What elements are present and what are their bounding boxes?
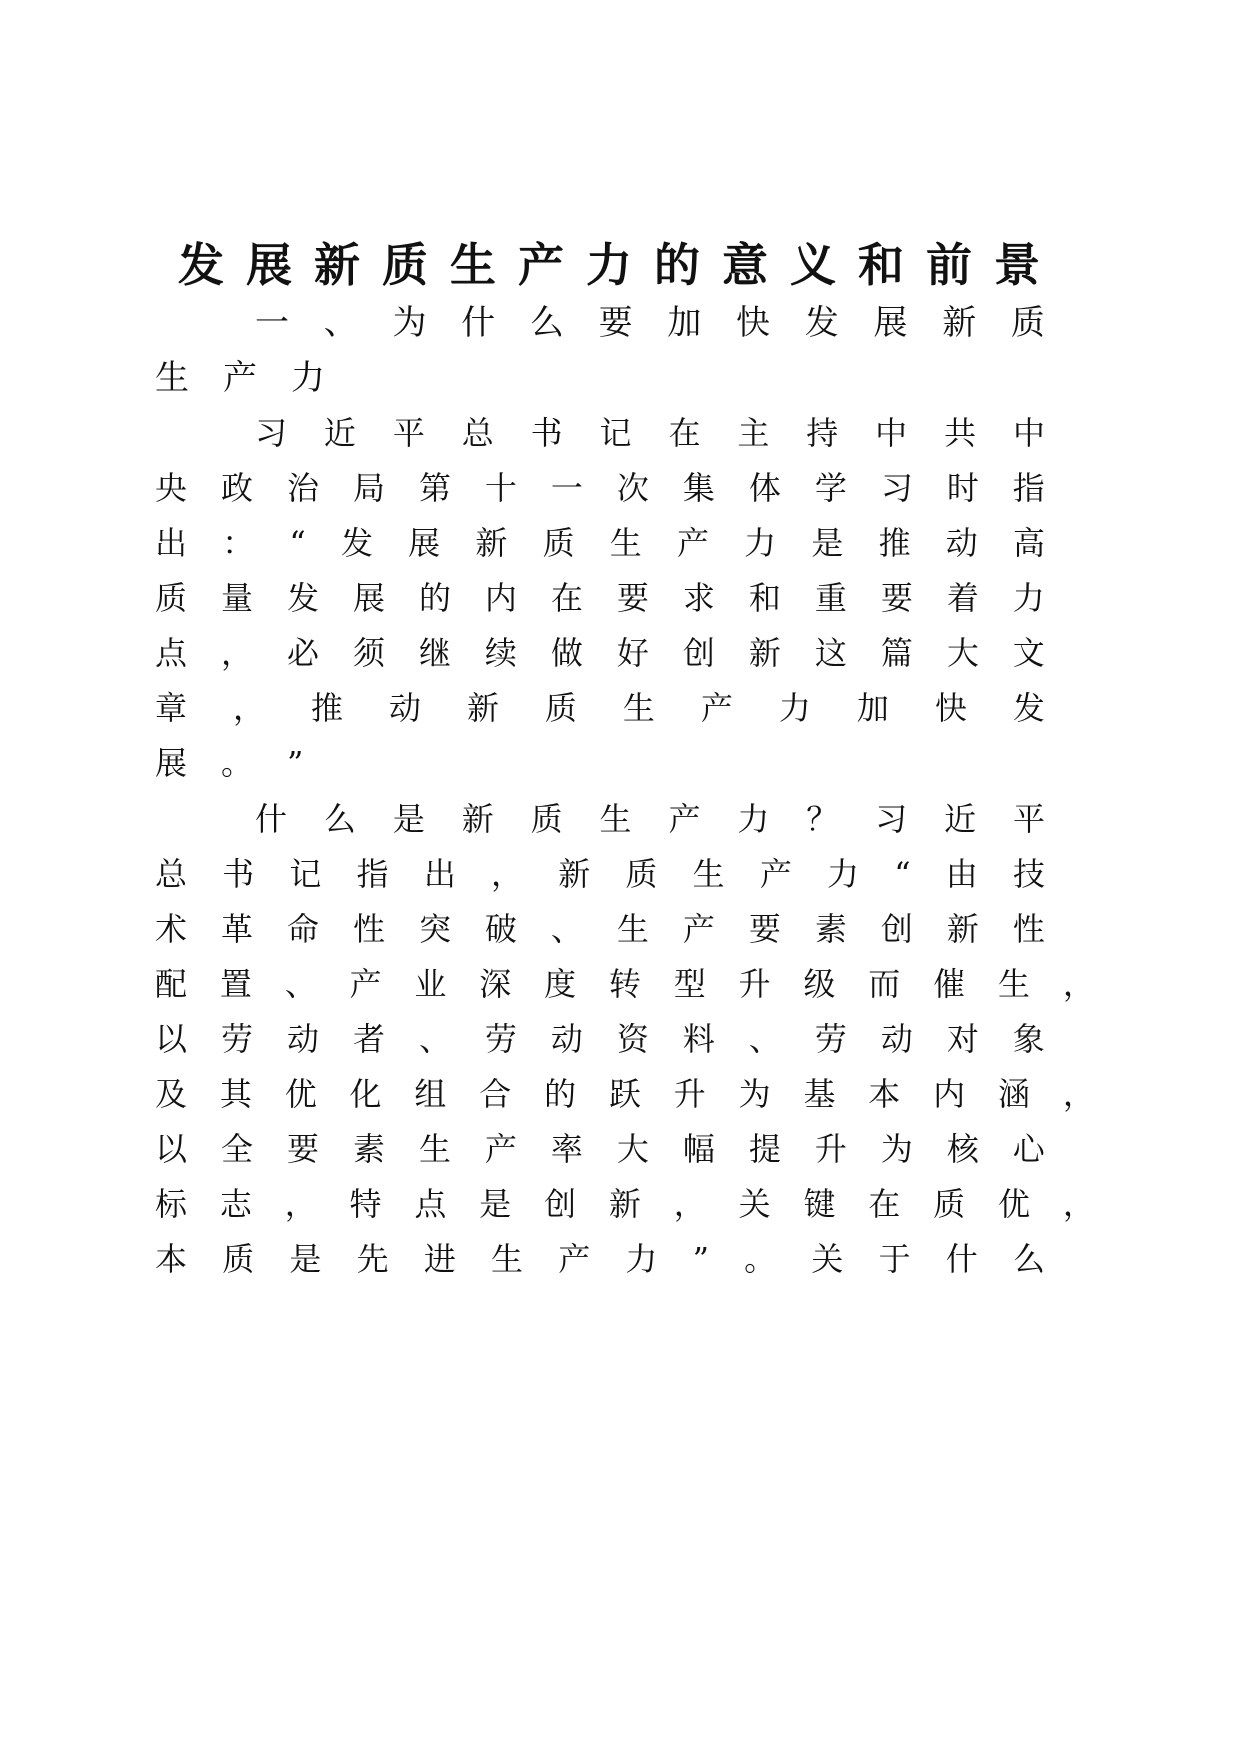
text-glyph: 新	[558, 855, 591, 893]
text-glyph: 书	[530, 414, 563, 452]
text-glyph: 为	[880, 1130, 913, 1168]
text-glyph: 进	[423, 1240, 456, 1278]
text-glyph: 升	[738, 965, 771, 1003]
text-glyph: 。	[221, 744, 254, 782]
text-glyph: 素	[352, 1130, 385, 1168]
text-glyph: 新	[466, 689, 499, 727]
text-glyph: 习	[880, 469, 913, 507]
paragraph-1-line-2	[155, 457, 1045, 519]
text-glyph: 必	[286, 634, 319, 672]
text-glyph: ”	[287, 744, 304, 782]
text-glyph: 创	[682, 634, 715, 672]
text-glyph: ，	[232, 689, 265, 727]
text-glyph: 力	[778, 689, 811, 727]
paragraph-1-line-1	[255, 402, 1045, 464]
text-glyph: 质	[625, 855, 658, 893]
text-glyph: 的	[418, 579, 451, 617]
text-glyph: 平	[392, 414, 425, 452]
text-glyph: 产	[349, 965, 382, 1003]
text-glyph: 须	[352, 634, 385, 672]
text-glyph: 点	[155, 634, 188, 672]
text-glyph: 生	[622, 689, 655, 727]
text-glyph: 新	[461, 800, 494, 838]
text-glyph: 以	[155, 1130, 188, 1168]
text-glyph: 跃	[608, 1075, 641, 1113]
paragraph-2-line-6	[155, 1063, 1095, 1125]
text-glyph: 发	[286, 579, 319, 617]
text-glyph: 、	[418, 1020, 451, 1058]
text-glyph: ，	[491, 855, 524, 893]
text-glyph: 基	[803, 1075, 836, 1113]
paragraph-2-line-1	[255, 788, 1045, 850]
text-glyph: 中	[1012, 414, 1045, 452]
text-glyph: 继	[418, 634, 451, 672]
text-glyph: 么	[323, 800, 356, 838]
text-glyph: 生	[609, 524, 642, 562]
text-glyph: 核	[946, 1130, 979, 1168]
text-glyph: 以	[155, 1020, 188, 1058]
paragraph-1-line-5	[155, 622, 1045, 684]
text-glyph: 近	[323, 414, 356, 452]
text-glyph: 为	[392, 303, 427, 343]
text-glyph: “	[289, 524, 306, 562]
text-glyph: 习	[255, 414, 288, 452]
text-glyph: 本	[868, 1075, 901, 1113]
text-glyph: 次	[616, 469, 649, 507]
text-glyph: 置	[219, 965, 252, 1003]
text-glyph: 力	[737, 800, 770, 838]
text-glyph: 要	[880, 579, 913, 617]
text-glyph: 产	[676, 524, 709, 562]
text-glyph: 优	[284, 1075, 317, 1113]
text-glyph: 记	[599, 414, 632, 452]
text-glyph: 突	[418, 910, 451, 948]
text-glyph: 性	[1012, 910, 1045, 948]
text-glyph: 加	[856, 689, 889, 727]
paragraph-2-line-2	[155, 843, 1045, 905]
text-glyph: 革	[220, 910, 253, 948]
text-glyph: 志	[219, 1185, 252, 1223]
text-glyph: 关	[811, 1240, 844, 1278]
text-glyph: 什	[255, 800, 288, 838]
text-glyph: 一	[550, 469, 583, 507]
text-glyph: 量	[220, 579, 253, 617]
text-glyph: 发	[804, 303, 839, 343]
text-glyph: 先	[356, 1240, 389, 1278]
text-glyph: 生	[599, 800, 632, 838]
text-glyph: 化	[349, 1075, 382, 1113]
text-glyph: 要	[616, 579, 649, 617]
text-glyph: 中	[875, 414, 908, 452]
text-glyph: 什	[461, 303, 496, 343]
text-glyph: 而	[868, 965, 901, 1003]
text-glyph: 书	[222, 855, 255, 893]
text-glyph: 生	[418, 1130, 451, 1168]
text-glyph: 持	[806, 414, 839, 452]
text-glyph: 出	[423, 855, 456, 893]
text-glyph: 推	[878, 524, 911, 562]
text-glyph: ，	[1062, 1185, 1095, 1223]
text-glyph: 指	[1012, 469, 1045, 507]
text-glyph: 展	[408, 524, 441, 562]
text-glyph: “	[894, 855, 911, 893]
text-glyph: 创	[544, 1185, 577, 1223]
text-glyph: 快	[736, 303, 771, 343]
text-glyph: 劳	[814, 1020, 847, 1058]
text-glyph: 质	[1010, 303, 1045, 343]
text-glyph: 升	[814, 1130, 847, 1168]
text-glyph: 产	[668, 800, 701, 838]
text-glyph: 幅	[682, 1130, 715, 1168]
text-glyph: ，	[1062, 965, 1095, 1003]
text-glyph: 优	[997, 1185, 1030, 1223]
text-glyph: 习	[875, 800, 908, 838]
text-glyph: 力	[625, 1240, 658, 1278]
text-glyph: 破	[484, 910, 517, 948]
text-glyph: 动	[286, 1020, 319, 1058]
text-glyph: 升	[673, 1075, 706, 1113]
text-glyph: 度	[544, 965, 577, 1003]
text-glyph: 大	[946, 634, 979, 672]
text-glyph: 集	[682, 469, 715, 507]
paragraph-1-line-4	[155, 567, 1045, 629]
text-glyph: 提	[748, 1130, 781, 1168]
text-glyph: 近	[944, 800, 977, 838]
text-glyph: 新	[608, 1185, 641, 1223]
paragraph-1-line-3	[155, 512, 1045, 574]
text-glyph: 续	[484, 634, 517, 672]
text-glyph: 于	[878, 1240, 911, 1278]
text-glyph: 力	[1012, 579, 1045, 617]
text-glyph: 章	[155, 689, 188, 727]
text-glyph: 新	[946, 910, 979, 948]
paragraph-1-line-7	[155, 732, 337, 794]
text-glyph: 产	[682, 910, 715, 948]
text-glyph: 发	[340, 524, 373, 562]
text-glyph: 好	[616, 634, 649, 672]
paragraph-2-line-8	[155, 1173, 1095, 1235]
text-glyph: 时	[946, 469, 979, 507]
text-glyph: 着	[946, 579, 979, 617]
text-glyph: 为	[738, 1075, 771, 1113]
text-glyph: 质	[222, 1240, 255, 1278]
text-glyph: 劳	[220, 1020, 253, 1058]
text-glyph: 篇	[880, 634, 913, 672]
text-glyph: 配	[155, 965, 188, 1003]
text-glyph: 内	[484, 579, 517, 617]
text-glyph: 出	[155, 524, 188, 562]
text-glyph: 什	[945, 1240, 978, 1278]
text-glyph: 劳	[484, 1020, 517, 1058]
text-glyph: 质	[544, 689, 577, 727]
text-glyph: 力	[291, 358, 325, 398]
text-glyph: 新	[475, 524, 508, 562]
text-glyph: 做	[550, 634, 583, 672]
text-glyph: 产	[759, 855, 792, 893]
paragraph-2-line-5	[155, 1008, 1045, 1070]
text-glyph: 生	[997, 965, 1030, 1003]
text-glyph: 快	[934, 689, 967, 727]
text-glyph: 在	[868, 1185, 901, 1223]
text-glyph: 产	[223, 358, 257, 398]
text-glyph: 生	[491, 1240, 524, 1278]
text-glyph: 由	[945, 855, 978, 893]
text-glyph: 者	[352, 1020, 385, 1058]
text-glyph: 动	[880, 1020, 913, 1058]
text-glyph: 主	[737, 414, 770, 452]
text-glyph: 术	[155, 910, 188, 948]
text-glyph: 展	[873, 303, 908, 343]
text-glyph: 新	[748, 634, 781, 672]
text-glyph: 动	[550, 1020, 583, 1058]
text-glyph: 动	[388, 689, 421, 727]
text-glyph: 动	[945, 524, 978, 562]
text-glyph: 。	[744, 1240, 777, 1278]
text-glyph: 大	[616, 1130, 649, 1168]
text-glyph: 体	[748, 469, 781, 507]
text-glyph: 和	[748, 579, 781, 617]
text-glyph: 生	[692, 855, 725, 893]
text-glyph: 本	[155, 1240, 188, 1278]
text-glyph: 政	[220, 469, 253, 507]
text-glyph: ，	[284, 1185, 317, 1223]
text-glyph: 特	[349, 1185, 382, 1223]
text-glyph: 要	[598, 303, 633, 343]
text-glyph: 涵	[997, 1075, 1030, 1113]
text-glyph: 产	[484, 1130, 517, 1168]
text-glyph: 素	[814, 910, 847, 948]
text-glyph: 及	[155, 1075, 188, 1113]
text-glyph: 型	[673, 965, 706, 1003]
text-glyph: 总	[461, 414, 494, 452]
text-glyph: 级	[803, 965, 836, 1003]
text-glyph: 性	[352, 910, 385, 948]
text-glyph: 要	[748, 910, 781, 948]
text-glyph: 、	[323, 303, 358, 343]
text-glyph: 平	[1012, 800, 1045, 838]
text-glyph: 十	[484, 469, 517, 507]
text-glyph: 局	[352, 469, 385, 507]
text-glyph: 第	[418, 469, 451, 507]
text-glyph: 其	[219, 1075, 252, 1113]
text-glyph: 合	[479, 1075, 512, 1113]
document-title: 发展新质生产力的意义和前景	[178, 238, 1062, 292]
text-glyph: 象	[1012, 1020, 1045, 1058]
text-glyph: 学	[814, 469, 847, 507]
text-glyph: 、	[550, 910, 583, 948]
text-glyph: ？	[806, 800, 839, 838]
text-glyph: 生	[616, 910, 649, 948]
text-glyph: 业	[414, 965, 447, 1003]
text-glyph: 命	[286, 910, 319, 948]
text-glyph: 重	[814, 579, 847, 617]
text-glyph: 力	[744, 524, 777, 562]
text-glyph: 深	[479, 965, 512, 1003]
text-glyph: 展	[352, 579, 385, 617]
text-glyph: ”	[692, 1240, 709, 1278]
text-glyph: 关	[738, 1185, 771, 1223]
paragraph-1-line-6	[155, 677, 1045, 739]
text-glyph: 发	[1012, 689, 1045, 727]
text-glyph: 产	[558, 1240, 591, 1278]
text-glyph: 记	[289, 855, 322, 893]
text-glyph: 求	[682, 579, 715, 617]
text-glyph: 共	[944, 414, 977, 452]
text-glyph: 是	[479, 1185, 512, 1223]
text-glyph: 是	[811, 524, 844, 562]
text-glyph: 在	[668, 414, 701, 452]
text-glyph: ，	[1062, 1075, 1095, 1113]
paragraph-2-line-7	[155, 1118, 1045, 1180]
text-glyph: 文	[1012, 634, 1045, 672]
text-glyph: 要	[286, 1130, 319, 1168]
text-glyph: 组	[414, 1075, 447, 1113]
text-glyph: 率	[550, 1130, 583, 1168]
text-glyph: 创	[880, 910, 913, 948]
text-glyph: 展	[155, 744, 188, 782]
text-glyph: 生	[155, 358, 189, 398]
text-glyph: 、	[748, 1020, 781, 1058]
paragraph-2-line-9	[155, 1228, 1045, 1290]
paragraph-2-line-4	[155, 953, 1095, 1015]
text-glyph: 是	[392, 800, 425, 838]
text-glyph: 催	[933, 965, 966, 1003]
paragraph-2-line-3	[155, 898, 1045, 960]
text-glyph: 产	[700, 689, 733, 727]
text-glyph: 、	[284, 965, 317, 1003]
text-glyph: 指	[356, 855, 389, 893]
text-glyph: 新	[942, 303, 977, 343]
text-glyph: 全	[220, 1130, 253, 1168]
text-glyph: 央	[155, 469, 188, 507]
text-glyph: 高	[1012, 524, 1045, 562]
text-glyph: 么	[529, 303, 564, 343]
text-glyph: 心	[1012, 1130, 1045, 1168]
section-heading-line-2	[155, 347, 359, 409]
text-glyph: 力	[827, 855, 860, 893]
text-glyph: 的	[544, 1075, 577, 1113]
text-glyph: 加	[667, 303, 702, 343]
text-glyph: 质	[530, 800, 563, 838]
section-heading-line-1	[255, 292, 1045, 354]
text-glyph: ，	[220, 634, 253, 672]
text-glyph: 推	[310, 689, 343, 727]
text-glyph: 点	[414, 1185, 447, 1223]
text-glyph: 技	[1012, 855, 1045, 893]
text-glyph: 这	[814, 634, 847, 672]
text-glyph: 内	[933, 1075, 966, 1113]
text-glyph: 键	[803, 1185, 836, 1223]
text-glyph: 治	[286, 469, 319, 507]
text-glyph: 么	[1012, 1240, 1045, 1278]
text-glyph: 转	[608, 965, 641, 1003]
text-glyph: 质	[542, 524, 575, 562]
text-glyph: ：	[222, 524, 255, 562]
text-glyph: 质	[933, 1185, 966, 1223]
text-glyph: 一	[255, 303, 289, 343]
text-glyph: 质	[155, 579, 188, 617]
text-glyph: 料	[682, 1020, 715, 1058]
text-glyph: 总	[155, 855, 188, 893]
text-glyph: 资	[616, 1020, 649, 1058]
text-glyph: 对	[946, 1020, 979, 1058]
text-glyph: 是	[289, 1240, 322, 1278]
text-glyph: 标	[155, 1185, 188, 1223]
text-glyph: ，	[673, 1185, 706, 1223]
text-glyph: 在	[550, 579, 583, 617]
